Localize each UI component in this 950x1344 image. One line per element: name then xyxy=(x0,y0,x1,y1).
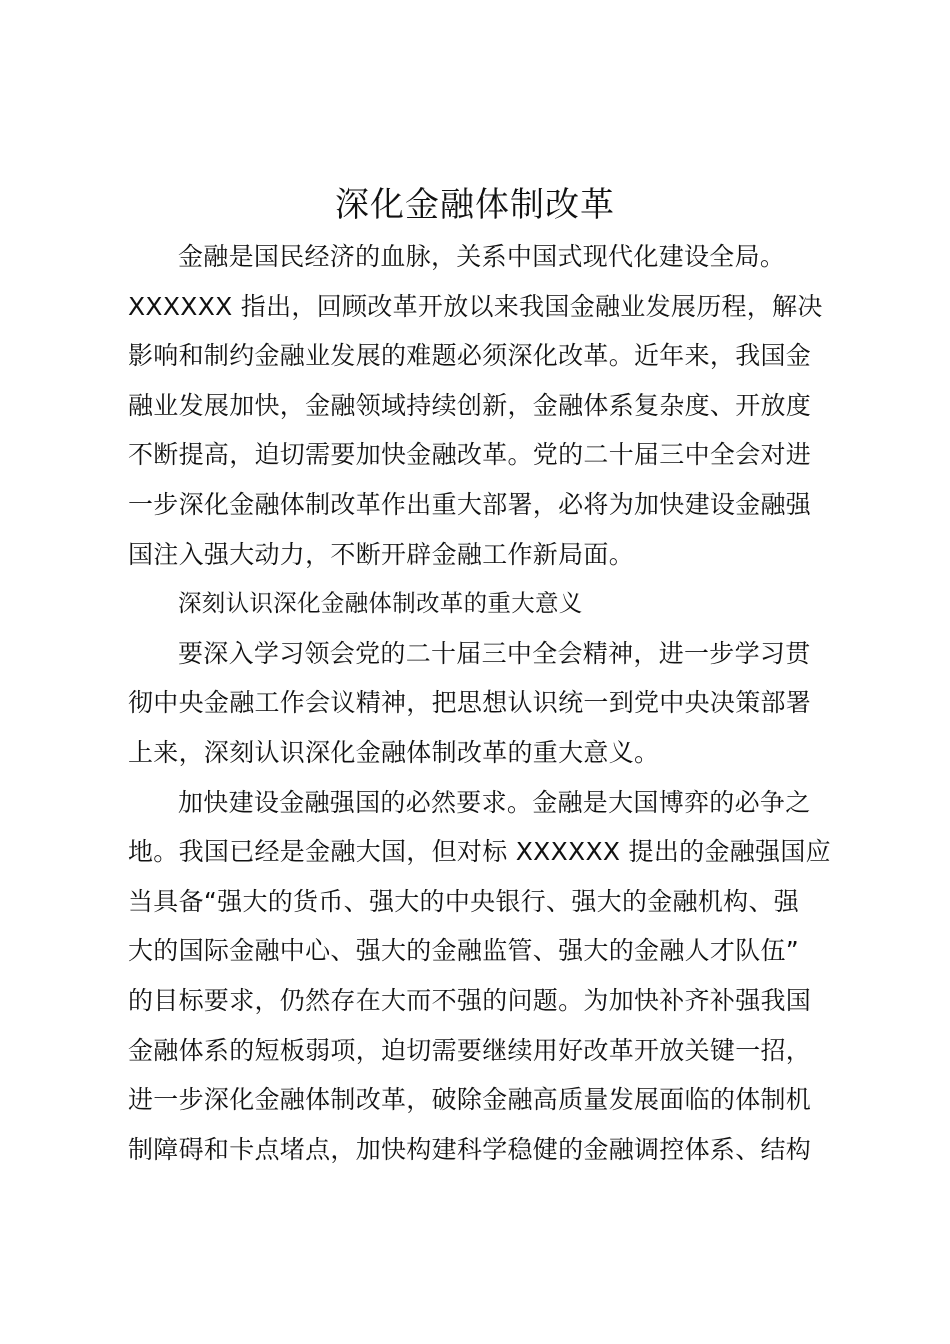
paragraph-line: 一步深化金融体制改革作出重大部署，必将为加快建设金融强 xyxy=(128,489,812,519)
paragraph-line: 加快建设金融强国的必然要求。金融是大国博弈的必争之 xyxy=(178,787,811,817)
paragraph-line: 影响和制约金融业发展的难题必须深化改革。近年来，我国金 xyxy=(128,341,812,371)
paragraph-line: 大的国际金融中心、强大的金融监管、强大的金融人才队伍” xyxy=(128,936,800,966)
paragraph-line: 进一步深化金融体制改革，破除金融高质量发展面临的体制机 xyxy=(128,1085,812,1115)
paragraph-line: 不断提高，迫切需要加快金融改革。党的二十届三中全会对进 xyxy=(128,440,812,470)
paragraph-line: 国注入强大动力，不断开辟金融工作新局面。 xyxy=(128,539,635,569)
paragraph-line: 金融是国民经济的血脉，关系中国式现代化建设全局。 xyxy=(178,242,786,271)
document-title: 深化金融体制改革 xyxy=(335,185,615,225)
paragraph-line: 的目标要求，仍然存在大而不强的问题。为加快补齐补强我国 xyxy=(128,985,812,1015)
paragraph-line: XXXXXX 指出，回顾改革开放以来我国金融业发展历程，解决 xyxy=(128,291,823,321)
paragraph-line: 要深入学习领会党的二十届三中全会精神，进一步学习贯 xyxy=(178,638,811,668)
paragraph-line: 当具备“强大的货币、强大的中央银行、强大的金融机构、强 xyxy=(128,886,800,916)
section-heading: 深刻认识深化金融体制改革的重大意义 xyxy=(178,589,583,618)
paragraph-line: 地。我国已经是金融大国，但对标 XXXXXX 提出的金融强国应 xyxy=(128,837,831,867)
paragraph-line: 融业发展加快，金融领域持续创新，金融体系复杂度、开放度 xyxy=(128,390,812,420)
document-body xyxy=(128,232,848,1174)
paragraph-line: 金融体系的短板弱项，迫切需要继续用好改革开放关键一招， xyxy=(128,1035,812,1065)
paragraph-line: 制障碍和卡点堵点，加快构建科学稳健的金融调控体系、结构 xyxy=(128,1134,812,1164)
paragraph-line: 彻中央金融工作会议精神，把思想认识统一到党中央决策部署 xyxy=(128,688,812,718)
paragraph-line: 上来，深刻认识深化金融体制改革的重大意义。 xyxy=(128,737,660,767)
